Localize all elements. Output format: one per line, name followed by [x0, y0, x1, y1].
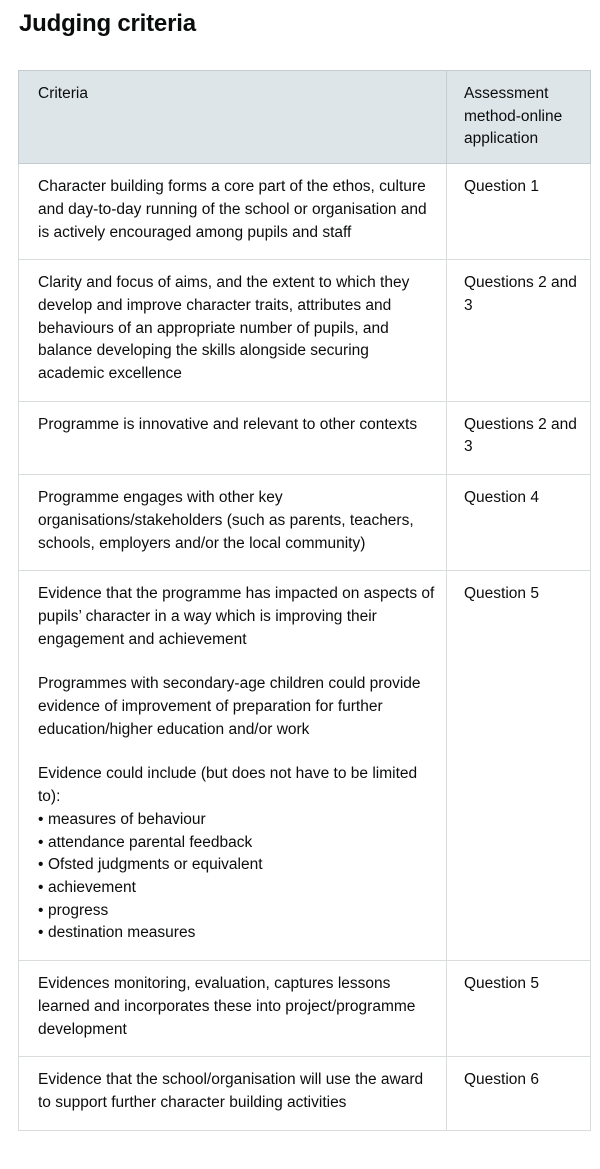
evidence-list [38, 809, 436, 945]
criteria-paragraph: Evidence that the programme has impacted on aspects of pupils’ character in a way which is improving their engagement and achievement [38, 585, 435, 648]
criteria-cell: Evidences monitoring, evaluation, captures lessons learned and incorporates these into project/programme development [19, 961, 447, 1057]
list-item: • attendance parental feedback [38, 832, 436, 855]
criteria-cell: Programme engages with other key organisations/stakeholders (such as parents, teachers, schools, employers and/or the local community) [19, 475, 447, 571]
criteria-paragraph: Evidence could include (but does not have to be limited to): [38, 765, 418, 806]
method-cell: Question 5 [447, 571, 591, 961]
method-cell: Question 6 [447, 1057, 591, 1130]
table-row [19, 961, 591, 1057]
method-cell: Question 4 [447, 475, 591, 571]
criteria-cell [19, 571, 447, 961]
criteria-paragraph: Programmes with secondary-age children could provide evidence of improvement of preparation for further education/higher education and/or work [38, 675, 421, 738]
method-cell: Question 1 [447, 164, 591, 260]
table-row [19, 260, 591, 402]
table-row [19, 571, 591, 961]
method-cell: Questions 2 and 3 [447, 260, 591, 402]
judging-criteria-table [18, 70, 591, 1131]
criteria-cell: Evidence that the school/organisation will use the award to support further character building activities [19, 1057, 447, 1130]
list-item: • Ofsted judgments or equivalent [38, 854, 436, 877]
table-row [19, 164, 591, 260]
table-row [19, 1057, 591, 1130]
list-item: • measures of behaviour [38, 809, 436, 832]
table-header [19, 71, 591, 164]
method-cell: Question 5 [447, 961, 591, 1057]
method-cell: Questions 2 and 3 [447, 401, 591, 474]
header-row [19, 71, 591, 164]
list-item: • progress [38, 900, 436, 923]
criteria-cell: Programme is innovative and relevant to other contexts [19, 401, 447, 474]
table-row [19, 401, 591, 474]
header-criteria: Criteria [19, 71, 447, 164]
list-item: • achievement [38, 877, 436, 900]
criteria-cell: Clarity and focus of aims, and the extent to which they develop and improve character traits, attributes and behaviours of an appropriate number of pupils, and balance developing the skills alongside securing academic excellence [19, 260, 447, 402]
page-heading: Judging criteria [19, 10, 196, 37]
table-body [19, 164, 591, 1131]
list-item: • destination measures [38, 922, 436, 945]
header-assessment-method: Assessment method-online application [447, 71, 591, 164]
table-row [19, 475, 591, 571]
criteria-cell: Character building forms a core part of the ethos, culture and day-to-day running of the school or organisation and is actively encouraged among pupils and staff [19, 164, 447, 260]
